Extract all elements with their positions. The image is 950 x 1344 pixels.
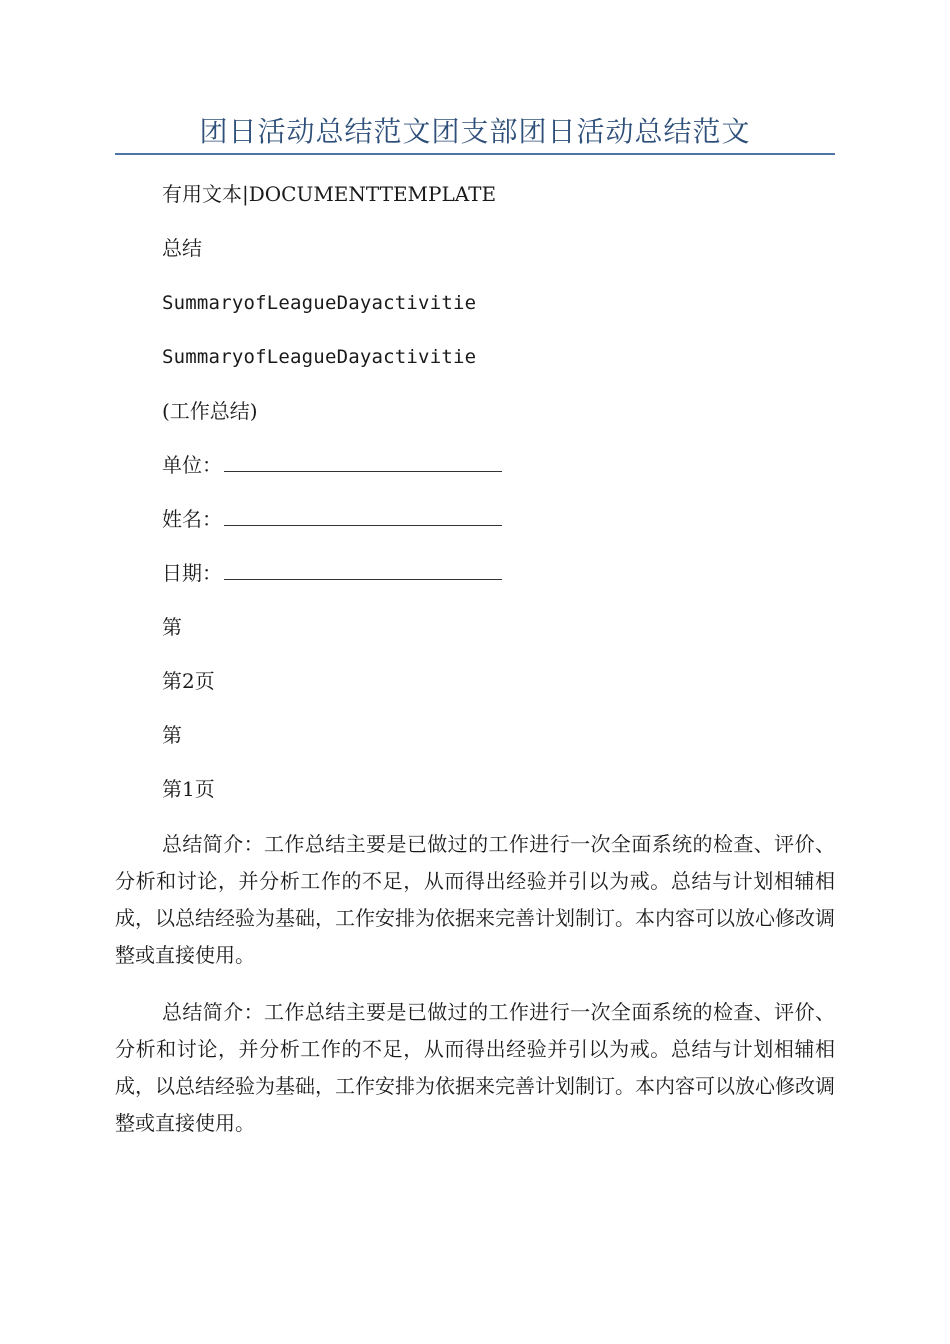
name-label: 姓名： <box>162 507 222 531</box>
english-title-2: SummaryofLeagueDayactivitie <box>162 346 477 368</box>
date-blank-line[interactable] <box>224 559 502 580</box>
unit-label: 单位： <box>162 453 222 477</box>
unit-blank-line[interactable] <box>224 451 502 472</box>
date-label: 日期： <box>162 561 222 585</box>
unit-field <box>162 451 502 479</box>
di-text-1: 第 <box>162 615 182 639</box>
title-underline <box>115 153 835 155</box>
document-title: 团日活动总结范文团支部团日活动总结范文 <box>199 115 751 148</box>
summary-label: 总结 <box>162 236 202 260</box>
di-text-2: 第 <box>162 723 182 747</box>
english-title-1: SummaryofLeagueDayactivitie <box>162 292 477 314</box>
name-blank-line[interactable] <box>224 505 502 526</box>
name-field <box>162 505 502 533</box>
header-label: 有用文本|DOCUMENTTEMPLATE <box>162 182 497 206</box>
date-field <box>162 559 502 587</box>
page-2-label: 第2页 <box>162 669 215 693</box>
work-summary-label: (工作总结) <box>162 399 258 423</box>
page-1-label: 第1页 <box>162 777 215 801</box>
summary-paragraph-2: 总结简介：工作总结主要是已做过的工作进行一次全面系统的检查、评价、分析和讨论，并分析工作的不足，从而得出经验并引以为戒。总结与计划相辅相成，以总结经验为基础，工作安排为依据来完善计划制订。本内容可以放心修改调整或直接使用。 <box>115 1000 835 1135</box>
summary-paragraph-1: 总结简介：工作总结主要是已做过的工作进行一次全面系统的检查、评价、分析和讨论，并分析工作的不足，从而得出经验并引以为戒。总结与计划相辅相成，以总结经验为基础，工作安排为依据来完善计划制订。本内容可以放心修改调整或直接使用。 <box>115 832 835 967</box>
